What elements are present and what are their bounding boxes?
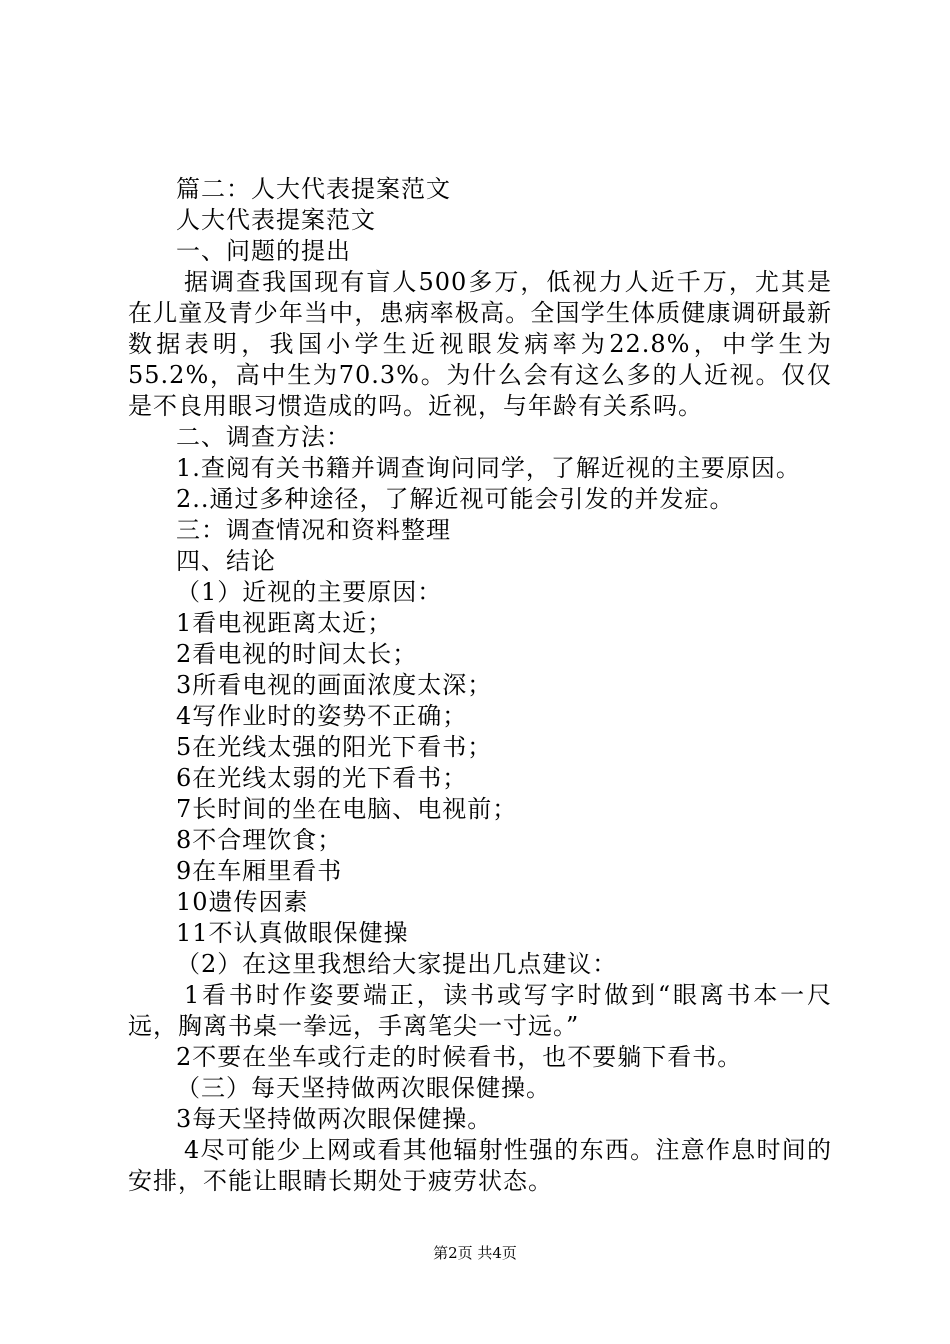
cause-item: 11不认真做眼保健操 <box>176 919 409 947</box>
suggestion-3: 3每天坚持做两次眼保健操。 <box>176 1105 493 1133</box>
cause-item: 4写作业时的姿势不正确； <box>176 702 468 730</box>
heading-method: 二、调查方法： <box>176 423 351 451</box>
causes-heading: （1）近视的主要原因： <box>176 578 443 606</box>
heading-survey: 三：调查情况和资料整理 <box>176 516 451 544</box>
heading-problem: 一、问题的提出 <box>176 237 351 265</box>
cause-item: 3所看电视的画面浓度太深； <box>176 671 493 699</box>
paragraph-problem: 据调查我国现有盲人500多万，低视力人近千万，尤其是在儿童及青少年当中，患病率极高。全国学生体质健康调研最新数据表明，我国小学生近视眼发病率为22.8%，中学生为55.2%，高中生为70.3%。为什么会有这么多的人近视。仅仅是不良用眼习惯造成的吗。近视，与年龄有关系吗。 <box>128 268 832 420</box>
suggestions-heading: （2）在这里我想给大家提出几点建议： <box>176 950 618 978</box>
document-title: 人大代表提案范文 <box>176 206 376 234</box>
method-item-1: 1.查阅有关书籍并调查询问同学，了解近视的主要原因。 <box>176 454 801 482</box>
heading-conclusion: 四、结论 <box>176 547 276 575</box>
cause-item: 1看电视距离太近； <box>176 609 393 637</box>
cause-item: 9在车厢里看书 <box>176 857 343 885</box>
suggestion-2: 2不要在坐车或行走的时候看书，也不要躺下看书。 <box>176 1043 743 1071</box>
method-item-2: 2..通过多种途径，了解近视可能会引发的并发症。 <box>176 485 735 513</box>
cause-item: 5在光线太强的阳光下看书； <box>176 733 493 761</box>
cause-item: 2看电视的时间太长； <box>176 640 418 668</box>
cause-item: 10遗传因素 <box>176 888 309 916</box>
cause-item: 8不合理饮食； <box>176 826 343 854</box>
section-heading: 篇二：人大代表提案范文 <box>176 175 451 203</box>
cause-item: 7长时间的坐在电脑、电视前； <box>176 795 518 823</box>
suggestion-4: 4尽可能少上网或看其他辐射性强的东西。注意作息时间的安排，不能让眼睛长期处于疲劳状态。 <box>128 1136 832 1195</box>
suggestion-1: 1看书时作姿要端正，读书或写字时做到“眼离书本一尺远，胸离书桌一拳远，手离笔尖一寸远。” <box>128 981 832 1040</box>
suggestion-3-heading: （三）每天坚持做两次眼保健操。 <box>176 1074 551 1102</box>
cause-item: 6在光线太弱的光下看书； <box>176 764 468 792</box>
page-footer: 第2页 共4页 <box>433 1244 517 1262</box>
